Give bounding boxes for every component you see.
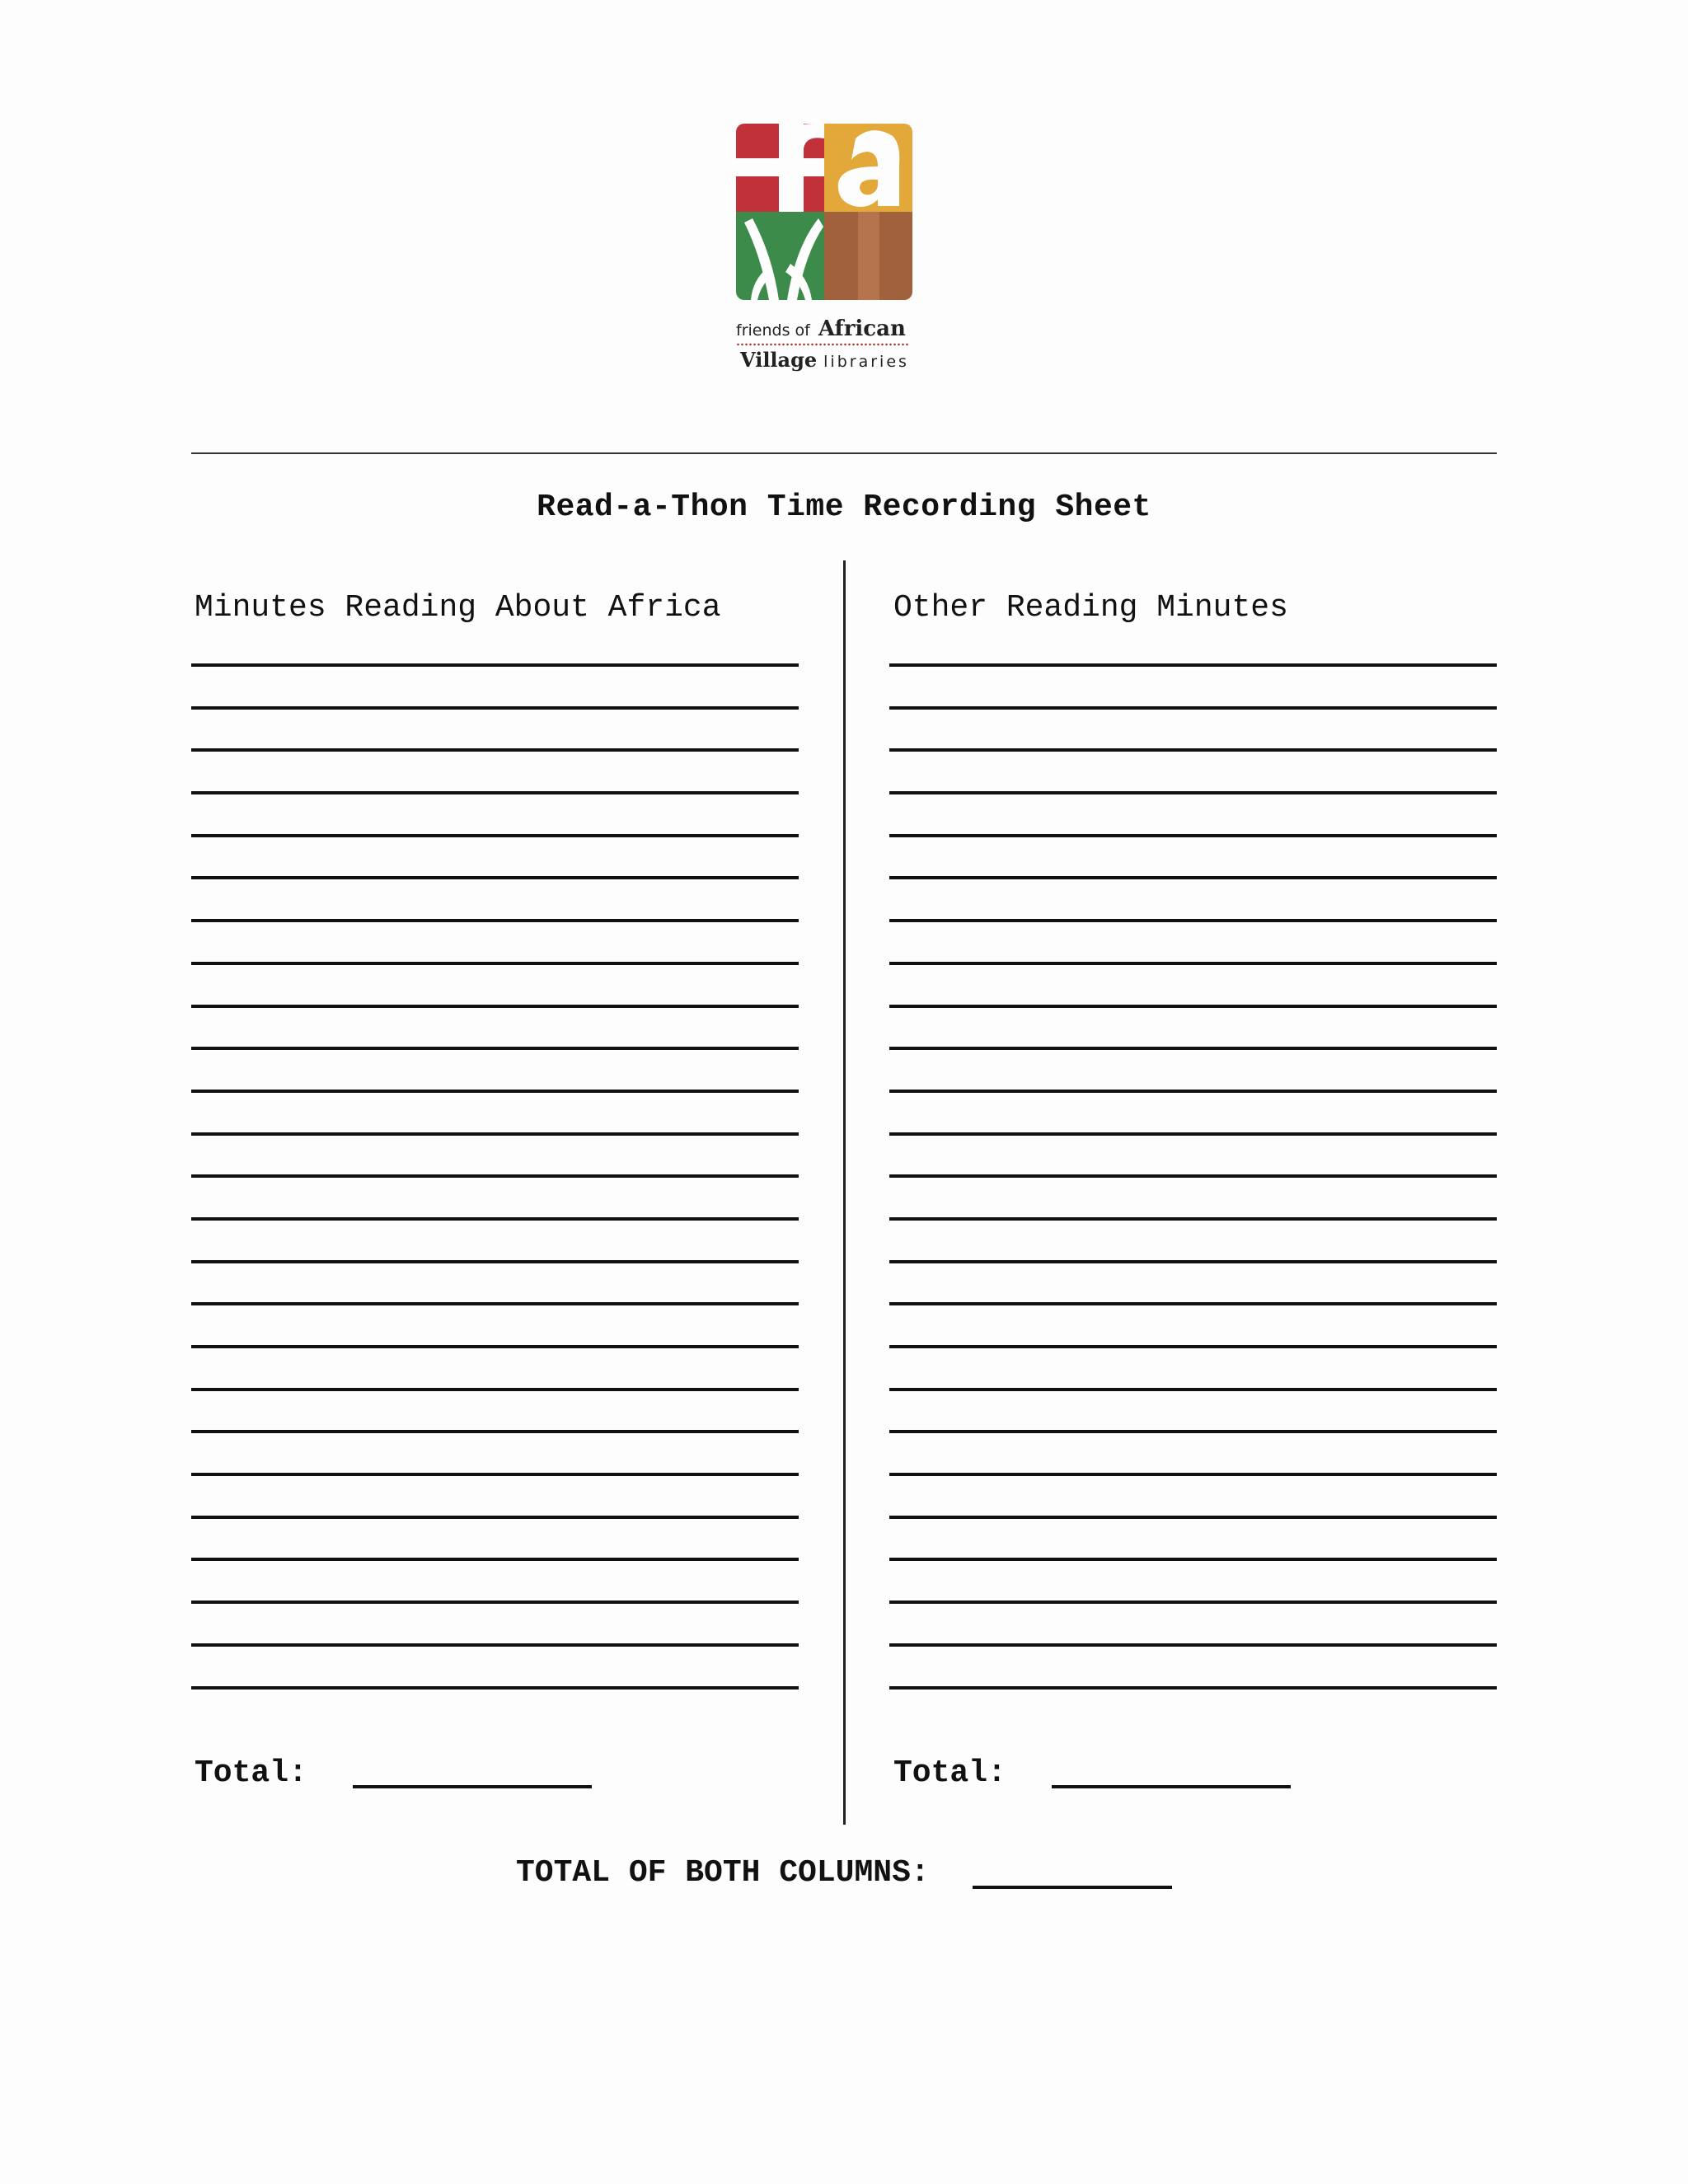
right-entry-line[interactable] [889,1005,1497,1008]
left-entry-line[interactable] [191,748,799,752]
right-entry-line[interactable] [889,1132,1497,1136]
left-entry-line[interactable] [191,1643,799,1647]
left-entry-line[interactable] [191,1601,799,1604]
right-entry-line[interactable] [889,876,1497,879]
left-entry-line[interactable] [191,791,799,794]
grand-total-field[interactable] [973,1886,1172,1889]
left-entry-line[interactable] [191,1302,799,1305]
right-entry-line[interactable] [889,1601,1497,1604]
right-entry-line[interactable] [889,1686,1497,1690]
right-entry-line[interactable] [889,1345,1497,1348]
right-entry-line[interactable] [889,1047,1497,1050]
left-entry-line[interactable] [191,1005,799,1008]
left-entry-line[interactable] [191,1558,799,1561]
left-column-heading: Minutes Reading About Africa [195,590,721,626]
left-entry-line[interactable] [191,706,799,710]
right-entry-line[interactable] [889,1302,1497,1305]
right-entry-line[interactable] [889,1516,1497,1519]
header-rule [191,452,1497,454]
right-total-field[interactable] [1052,1785,1291,1788]
left-entry-line[interactable] [191,663,799,667]
right-entry-line[interactable] [889,1558,1497,1561]
left-total-label: Total: [195,1755,307,1791]
fav-logo-mark [736,124,913,301]
logo-text-libraries: libraries [823,353,909,371]
right-entry-line[interactable] [889,962,1497,965]
right-column-heading: Other Reading Minutes [893,590,1288,626]
right-entry-line[interactable] [889,1260,1497,1263]
left-total-field[interactable] [353,1785,592,1788]
left-entry-line[interactable] [191,1174,799,1178]
left-entry-line[interactable] [191,1047,799,1050]
left-entry-line[interactable] [191,1388,799,1391]
right-entry-line[interactable] [889,706,1497,710]
right-entry-line[interactable] [889,1388,1497,1391]
right-entry-line[interactable] [889,663,1497,667]
right-entry-line[interactable] [889,834,1497,837]
right-entry-line[interactable] [889,919,1497,922]
left-entry-line[interactable] [191,1260,799,1263]
left-entry-line[interactable] [191,1473,799,1476]
left-entry-line[interactable] [191,1430,799,1433]
left-entry-line[interactable] [191,1686,799,1690]
right-entry-line[interactable] [889,1430,1497,1433]
right-entry-line[interactable] [889,1217,1497,1221]
right-column-lines [889,663,1497,1728]
left-entry-line[interactable] [191,1217,799,1221]
logo-text-village: Village [740,348,818,372]
left-column-lines [191,663,799,1728]
right-entry-line[interactable] [889,791,1497,794]
logo-wordmark-line-1 [736,316,906,341]
page-title: Read-a-Thon Time Recording Sheet [537,490,1151,525]
right-entry-line[interactable] [889,1473,1497,1476]
right-entry-line[interactable] [889,1090,1497,1093]
right-total-label: Total: [893,1755,1006,1791]
left-entry-line[interactable] [191,1132,799,1136]
logo-text-african: African [818,316,906,341]
logo-text-friends-of: friends of [736,321,810,340]
left-entry-line[interactable] [191,1090,799,1093]
left-entry-line[interactable] [191,1345,799,1348]
left-entry-line[interactable] [191,876,799,879]
right-entry-line[interactable] [889,748,1497,752]
column-divider [843,560,846,1825]
left-entry-line[interactable] [191,962,799,965]
logo-wordmark-line-2 [740,348,909,372]
right-entry-line[interactable] [889,1643,1497,1647]
right-entry-line[interactable] [889,1174,1497,1178]
grand-total-label: TOTAL OF BOTH COLUMNS: [516,1855,930,1891]
left-entry-line[interactable] [191,919,799,922]
left-entry-line[interactable] [191,834,799,837]
left-entry-line[interactable] [191,1516,799,1519]
logo-dotted-rule [736,343,909,346]
